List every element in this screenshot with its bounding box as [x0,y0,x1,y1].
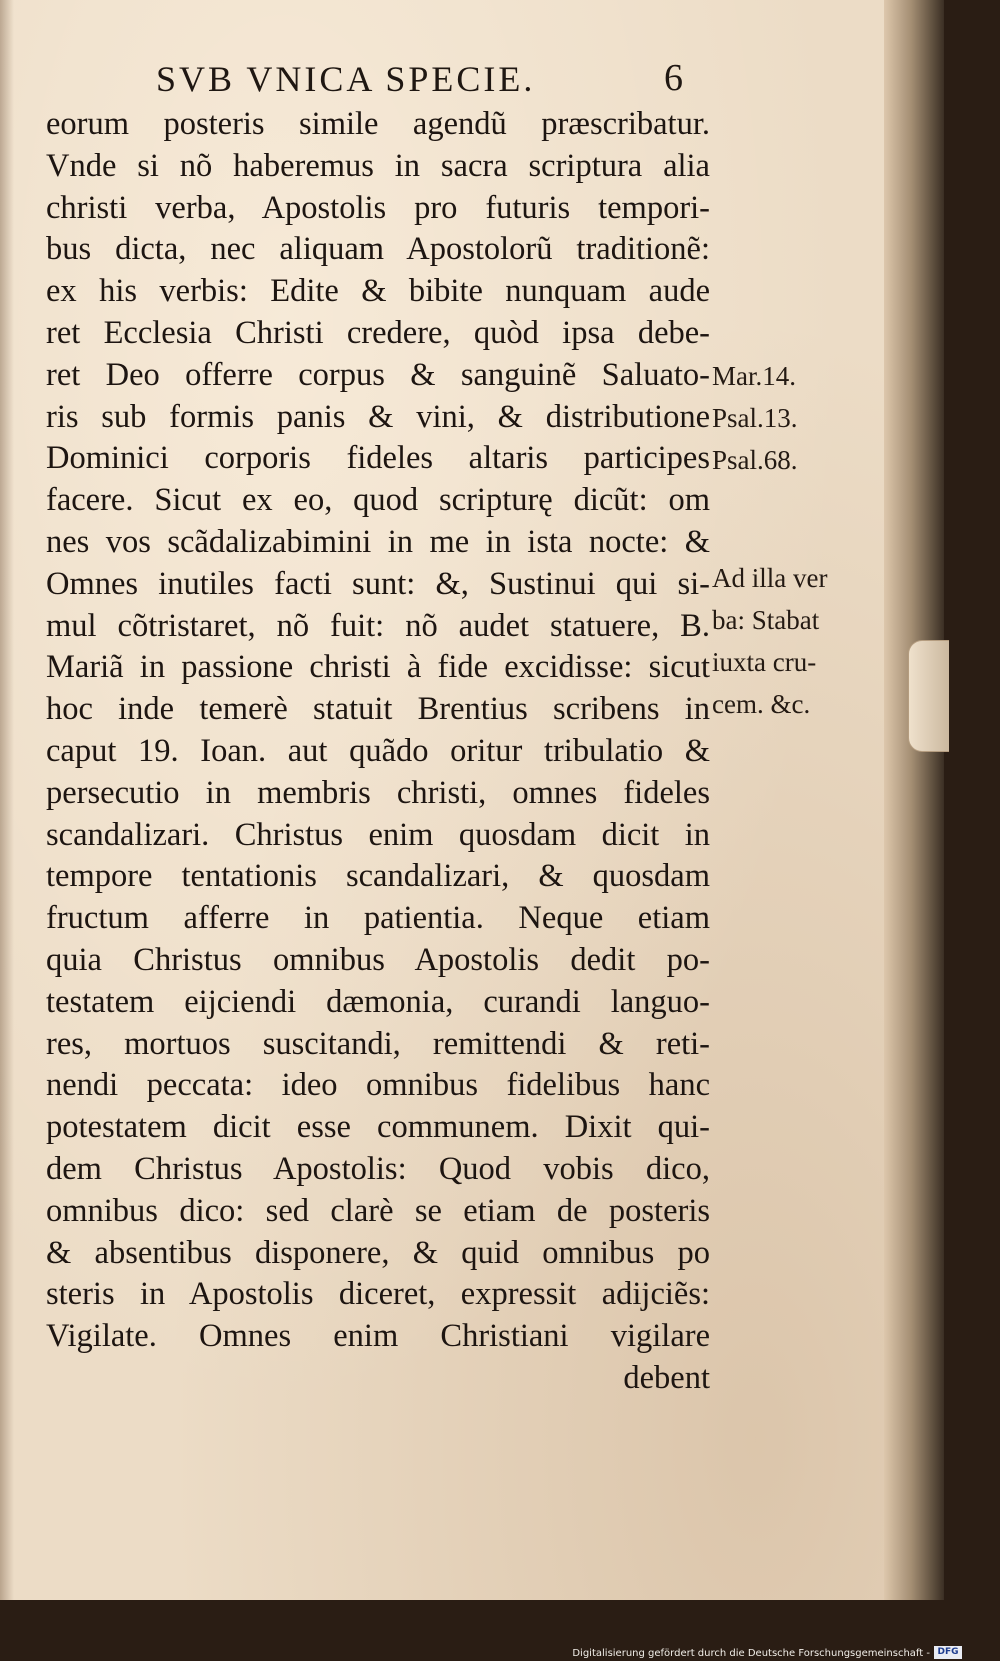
text-line: fructum afferre in patientia. Neque etiam [46,900,710,937]
text-line: potestatem dicit esse communem. Dixit qui- [46,1109,710,1146]
text-line: Omnes inutiles facti sunt: &, Sustinui qui si- [46,565,710,602]
text-line: christi verba, Apostolis pro futuris tempori- [46,189,710,226]
text-line: steris in Apostolis diceret, expressit adijciẽs: [46,1276,710,1313]
text-line: persecutio in membris christi, omnes fideles [46,774,710,811]
dfg-logo: DFG [934,1646,962,1659]
text-line: eorum posteris simile agendũ præscribatur. [46,106,710,142]
text-line: ex his verbis: Edite & bibite nunquam aude [46,273,710,310]
body-text [46,104,710,1400]
marginal-note-line: Psal.13. [712,403,798,433]
page-number: 6 [664,57,683,99]
text-line: mul cõtristaret, nõ fuit: nõ audet statuere, B. [46,607,710,644]
marginal-note-line: Mar.14. [712,361,796,391]
gutter-shadow [0,0,14,1600]
text-line: debent [623,1359,710,1396]
text-line: Dominici corporis fideles altaris participes [46,440,710,477]
text-line: bus dicta, nec aliquam Apostolorũ traditionẽ: [46,231,710,268]
marginal-note-stabat [712,557,862,725]
text-line: res, mortuos suscitandi, remittendi & reti- [46,1025,710,1062]
marginal-note-psalms [712,355,862,481]
text-line: ret Deo offerre corpus & sanguinẽ Saluato- [46,356,710,393]
text-line: caput 19. Ioan. aut quãdo oritur tribulatio & [46,732,710,769]
text-line: testatem eijciendi dæmonia, curandi languo- [46,983,710,1020]
page-edge [884,0,944,1600]
text-line: nendi peccata: ideo omnibus fidelibus hanc [46,1067,710,1104]
text-line: facere. Sicut ex eo, quod scripturę dicũt: om [46,482,710,519]
page-clip [908,640,949,752]
text-line: & absentibus disponere, & quid omnibus po [46,1234,710,1271]
text-line: scandalizari. Christus enim quosdam dicit in [46,816,710,853]
text-line: Vigilate. Omnes enim Christiani vigilare [46,1318,710,1355]
text-line: tempore tentationis scandalizari, & quosdam [46,858,710,895]
running-head: SVB VNICA SPECIE. [156,59,536,99]
funding-credit: Digitalisierung gefördert durch die Deutsche Forschungsgemeinschaft - [572,1648,930,1659]
marginal-note-line: cem. &c. [712,689,811,719]
text-line: dem Christus Apostolis: Quod vobis dico, [46,1150,710,1187]
marginal-note-line: Psal.68. [712,445,798,475]
text-line: ris sub formis panis & vini, & distributione [46,398,710,435]
marginal-note-line: ba: Stabat [712,605,820,635]
text-line: Vnde si nõ haberemus in sacra scriptura alia [46,147,710,184]
text-line: Mariã in passione christi à fide excidisse: sicut [46,649,710,686]
text-line: quia Christus omnibus Apostolis dedit po- [46,941,710,978]
marginal-note-line: Ad illa ver [712,563,828,593]
text-line: ret Ecclesia Christi credere, quòd ipsa debe- [46,314,710,351]
marginal-note-line: iuxta cru- [712,647,817,677]
text-line: nes vos scãdalizabimini in me in ista nocte: & [46,523,710,560]
text-line: hoc inde temerè statuit Brentius scribens in [46,691,710,728]
text-line: omnibus dico: sed clarè se etiam de posteris [46,1192,710,1229]
